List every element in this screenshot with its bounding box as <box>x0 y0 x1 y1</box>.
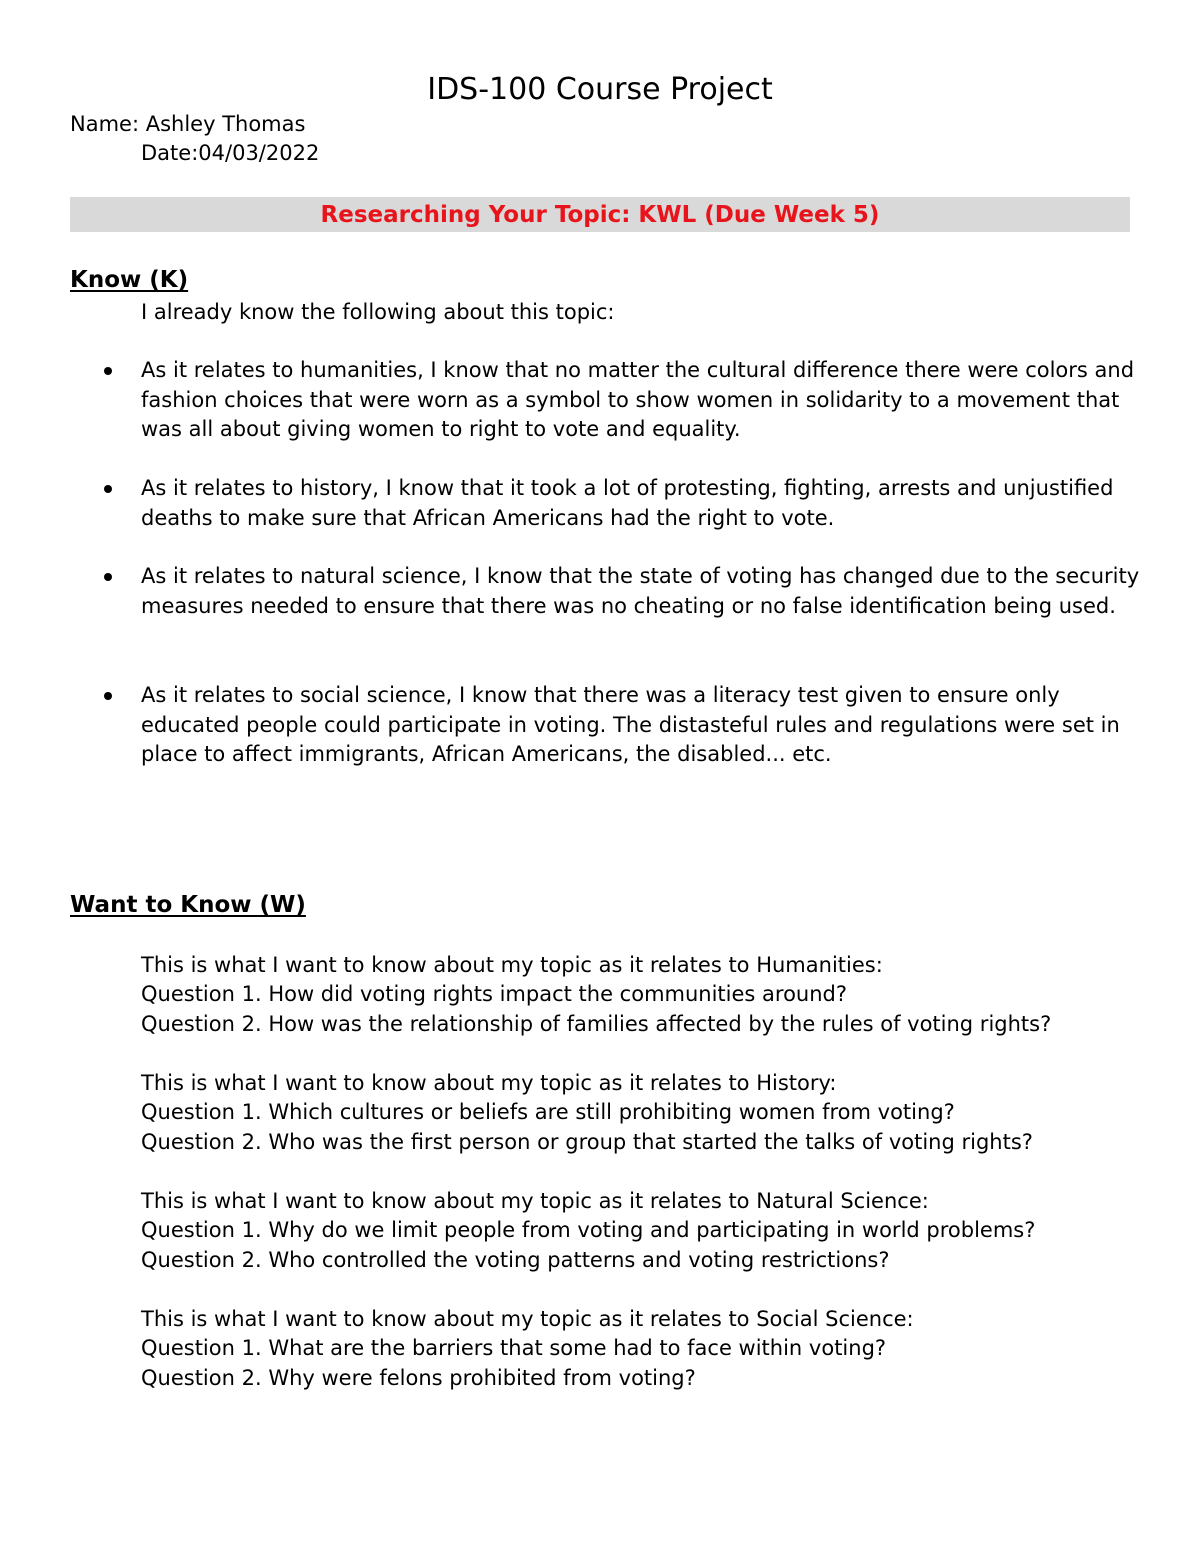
want-natural-science-question-2: Question 2. Who controlled the voting patterns and voting restrictions? <box>141 1248 890 1272</box>
name-line <box>70 110 305 138</box>
want-humanities-intro: This is what I want to know about my topic as it relates to Humanities: <box>141 953 883 977</box>
want-social-science-intro: This is what I want to know about my topic as it relates to Social Science: <box>141 1307 914 1331</box>
want-natural-science-question-1: Question 1. Why do we limit people from voting and participating in world problems? <box>141 1218 1036 1242</box>
know-intro: I already know the following about this topic: <box>141 300 615 324</box>
want-history-intro: This is what I want to know about my topic as it relates to History: <box>141 1071 837 1095</box>
bullet-dot-icon <box>104 367 112 375</box>
bullet-text: As it relates to social science, I know that there was a literacy test given to ensure only educated people could participate in voting. The distasteful rules and regulations were set in place to affect immigrants, African Americans, the disabled... etc. <box>141 683 1120 766</box>
bullet-dot-icon <box>104 485 112 493</box>
want-heading: Want to Know (W) <box>70 892 306 918</box>
bullet-dot-icon <box>104 692 112 700</box>
document-title: IDS-100 Course Project <box>427 72 773 107</box>
section-title-bar <box>70 197 1130 232</box>
date-line <box>141 139 319 167</box>
section-title: Researching Your Topic: KWL (Due Week 5) <box>320 202 880 228</box>
bullet-text: As it relates to humanities, I know that no matter the cultural difference there were colors and fashion choices that were worn as a symbol to show women in solidarity to a movement that was all about giving women to right to vote and equality. <box>141 358 1135 441</box>
date-value: 04/03/2022 <box>198 141 320 165</box>
want-social-science-question-2: Question 2. Why were felons prohibited from voting? <box>141 1366 696 1390</box>
want-social-science-question-1: Question 1. What are the barriers that some had to face within voting? <box>141 1336 887 1360</box>
want-natural-science-intro: This is what I want to know about my topic as it relates to Natural Science: <box>141 1189 929 1213</box>
bullet-dot-icon <box>104 573 112 581</box>
know-heading: Know (K) <box>70 267 189 293</box>
name-label: Name: <box>70 112 140 136</box>
want-humanities-question-2: Question 2. How was the relationship of families affected by the rules of voting rights? <box>141 1012 1052 1036</box>
want-history-question-2: Question 2. Who was the first person or group that started the talks of voting rights? <box>141 1130 1033 1154</box>
date-label: Date: <box>141 141 199 165</box>
want-humanities-question-1: Question 1. How did voting rights impact the communities around? <box>141 982 848 1006</box>
bullet-text: As it relates to history, I know that it took a lot of protesting, fighting, arrests and unjustified deaths to make sure that African Americans had the right to vote. <box>141 476 1114 530</box>
want-history-question-1: Question 1. Which cultures or beliefs are still prohibiting women from voting? <box>141 1100 955 1124</box>
bullet-text: As it relates to natural science, I know that the state of voting has changed due to the security measures needed to ensure that there was no cheating or no false identification being used. <box>141 564 1140 618</box>
name-value: Ashley Thomas <box>145 112 306 136</box>
